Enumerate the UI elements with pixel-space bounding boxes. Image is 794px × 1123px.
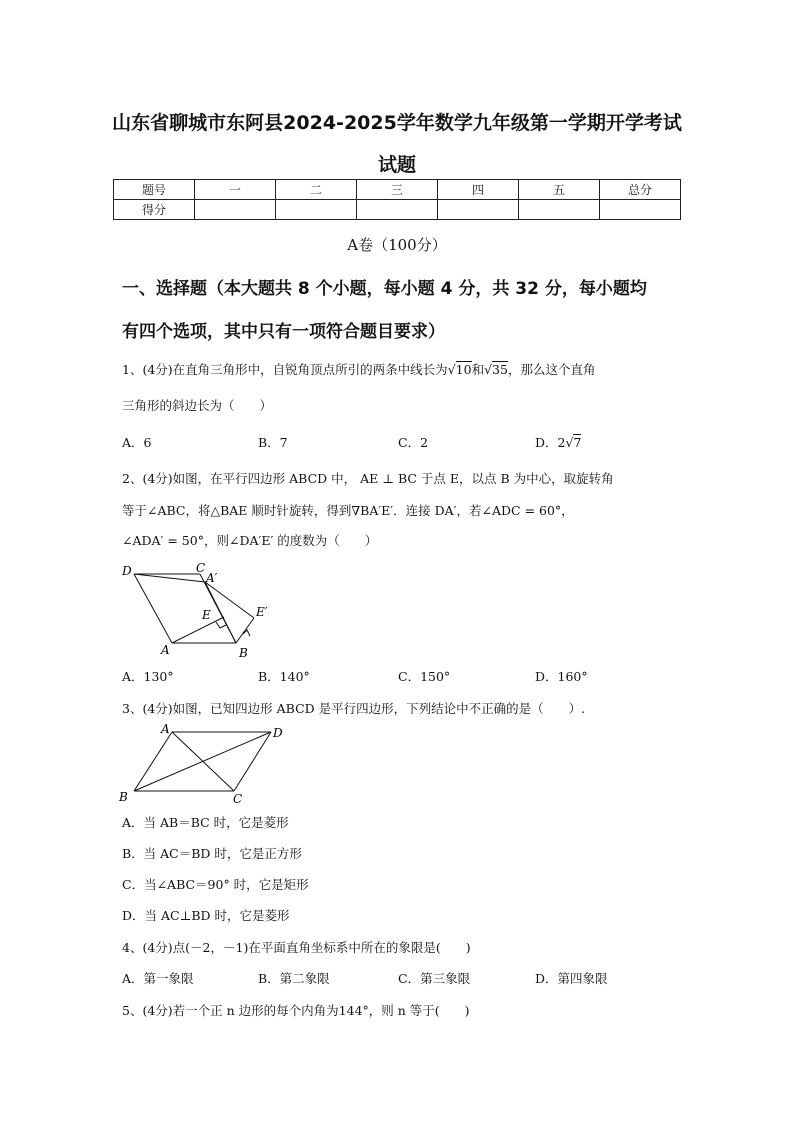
q2-option-c: C．150°: [398, 669, 451, 684]
q1-option-b: B．7: [258, 435, 288, 450]
fig2-label-d: D: [122, 564, 132, 578]
sqrt-symbol: √: [565, 435, 574, 450]
score-header-cell: 总分: [600, 180, 681, 200]
score-table-score-row: [114, 200, 681, 220]
question-5-number: 5、(4分): [122, 1003, 173, 1018]
sqrt-radicand: 10: [455, 362, 472, 377]
question-4-text: 点(－2，－1)在平面直角坐标系中所在的象限是( ): [172, 940, 471, 955]
fig2-label-e: E: [202, 608, 211, 622]
q1-option-a: A．6: [122, 435, 152, 450]
question-3-figure: [116, 720, 292, 806]
section1-heading-line1: 一、选择题（本大题共 8 个小题，每小题 4 分，共 32 分，每小题均: [122, 279, 647, 299]
fig3-label-a: A: [161, 722, 170, 736]
q3-option-b: B．当 AC＝BD 时，它是正方形: [122, 846, 302, 861]
conjunction: 和: [471, 362, 485, 377]
q4-option-a: A．第一象限: [122, 971, 194, 986]
question-2-text: 如图，在平行四边形 ABCD 中， AE ⊥ BC 于点 E，以点 B 为中心，取旋转角: [172, 471, 614, 486]
score-header-cell: 题号: [114, 180, 195, 200]
question-2-line2: 等于∠ABC，将△BAE 顺时针旋转，得到∇BA′E′．连接 DA′，若∠ADC = 60°，: [122, 503, 574, 518]
score-header-cell: 三: [357, 180, 438, 200]
score-header-cell: 五: [519, 180, 600, 200]
question-1-line1: [122, 360, 595, 378]
question-2-line3: ∠ADA′ = 50°，则∠DA′E′ 的度数为（ ）: [122, 533, 378, 548]
score-cell: [600, 200, 681, 220]
q2-option-b: B．140°: [258, 669, 310, 684]
fig3-label-b: B: [119, 790, 128, 804]
fig3-label-c: C: [233, 792, 243, 806]
section1-heading-line2: 有四个选项，其中只有一项符合题目要求）: [122, 322, 445, 342]
question-4-number: 4、(4分): [122, 940, 173, 955]
q4-option-b: B．第二象限: [258, 971, 330, 986]
question-2-line1: [122, 469, 614, 487]
fig2-label-b: B: [239, 646, 248, 660]
q1-option-d-label: D．2: [535, 435, 566, 450]
score-cell: [276, 200, 357, 220]
question-1-number: 1、(4分): [122, 362, 173, 377]
question-2-figure: [118, 560, 278, 660]
fig2-label-e-prime: E′: [256, 605, 268, 619]
question-3-number: 3、(4分): [122, 701, 173, 716]
sqrt-radicand: 35: [492, 362, 508, 377]
score-header-cell: 一: [195, 180, 276, 200]
q3-option-a: A．当 AB＝BC 时，它是菱形: [122, 815, 289, 830]
question-2-number: 2、(4分): [122, 471, 173, 486]
sqrt-radicand: 7: [573, 435, 582, 450]
fig3-label-d: D: [273, 726, 283, 740]
q1-option-d: [535, 433, 581, 451]
score-cell: [438, 200, 519, 220]
question-1-line2: 三角形的斜边长为（ ）: [122, 398, 273, 413]
score-cell: [357, 200, 438, 220]
document-title-line2: 试题: [377, 154, 416, 176]
question-3-text: 如图，已知四边形 ABCD 是平行四边形，下列结论中不正确的是（ ）.: [172, 701, 586, 716]
fig2-label-a-prime: A′: [206, 571, 218, 585]
score-header-cell: 四: [438, 180, 519, 200]
question-4-line1: [122, 938, 471, 956]
score-cell: [519, 200, 600, 220]
question-5-line1: [122, 1001, 470, 1019]
score-table-header-row: [114, 180, 681, 200]
q1-option-c: C．2: [398, 435, 429, 450]
fig2-label-a: A: [161, 643, 170, 657]
score-header-cell: 二: [276, 180, 357, 200]
sqrt-symbol: √: [447, 362, 456, 377]
q4-option-d: D．第四象限: [535, 971, 608, 986]
score-cell: [195, 200, 276, 220]
question-3-line1: [122, 699, 585, 717]
sqrt-symbol: √: [484, 362, 493, 377]
q3-option-d: D．当 AC⊥BD 时，它是菱形: [122, 908, 290, 923]
score-table: [113, 179, 681, 220]
question-5-text: 若一个正 n 边形的每个内角为144°，则 n 等于( ): [172, 1003, 470, 1018]
document-title-line1: 山东省聊城市东阿县2024-2025学年数学九年级第一学期开学考试: [112, 112, 682, 134]
question-1-text-end: ，那么这个直角: [507, 362, 596, 377]
q3-option-c: C．当∠ABC＝90° 时，它是矩形: [122, 877, 309, 892]
q2-option-d: D．160°: [535, 669, 588, 684]
paper-section-heading: A卷（100分）: [347, 236, 447, 254]
question-1-text: 在直角三角形中，自锐角顶点所引的两条中线长为: [172, 362, 448, 377]
fig2-label-c: C: [196, 561, 206, 575]
q2-option-a: A．130°: [122, 669, 174, 684]
q4-option-c: C．第三象限: [398, 971, 471, 986]
score-row-label: 得分: [114, 200, 195, 220]
